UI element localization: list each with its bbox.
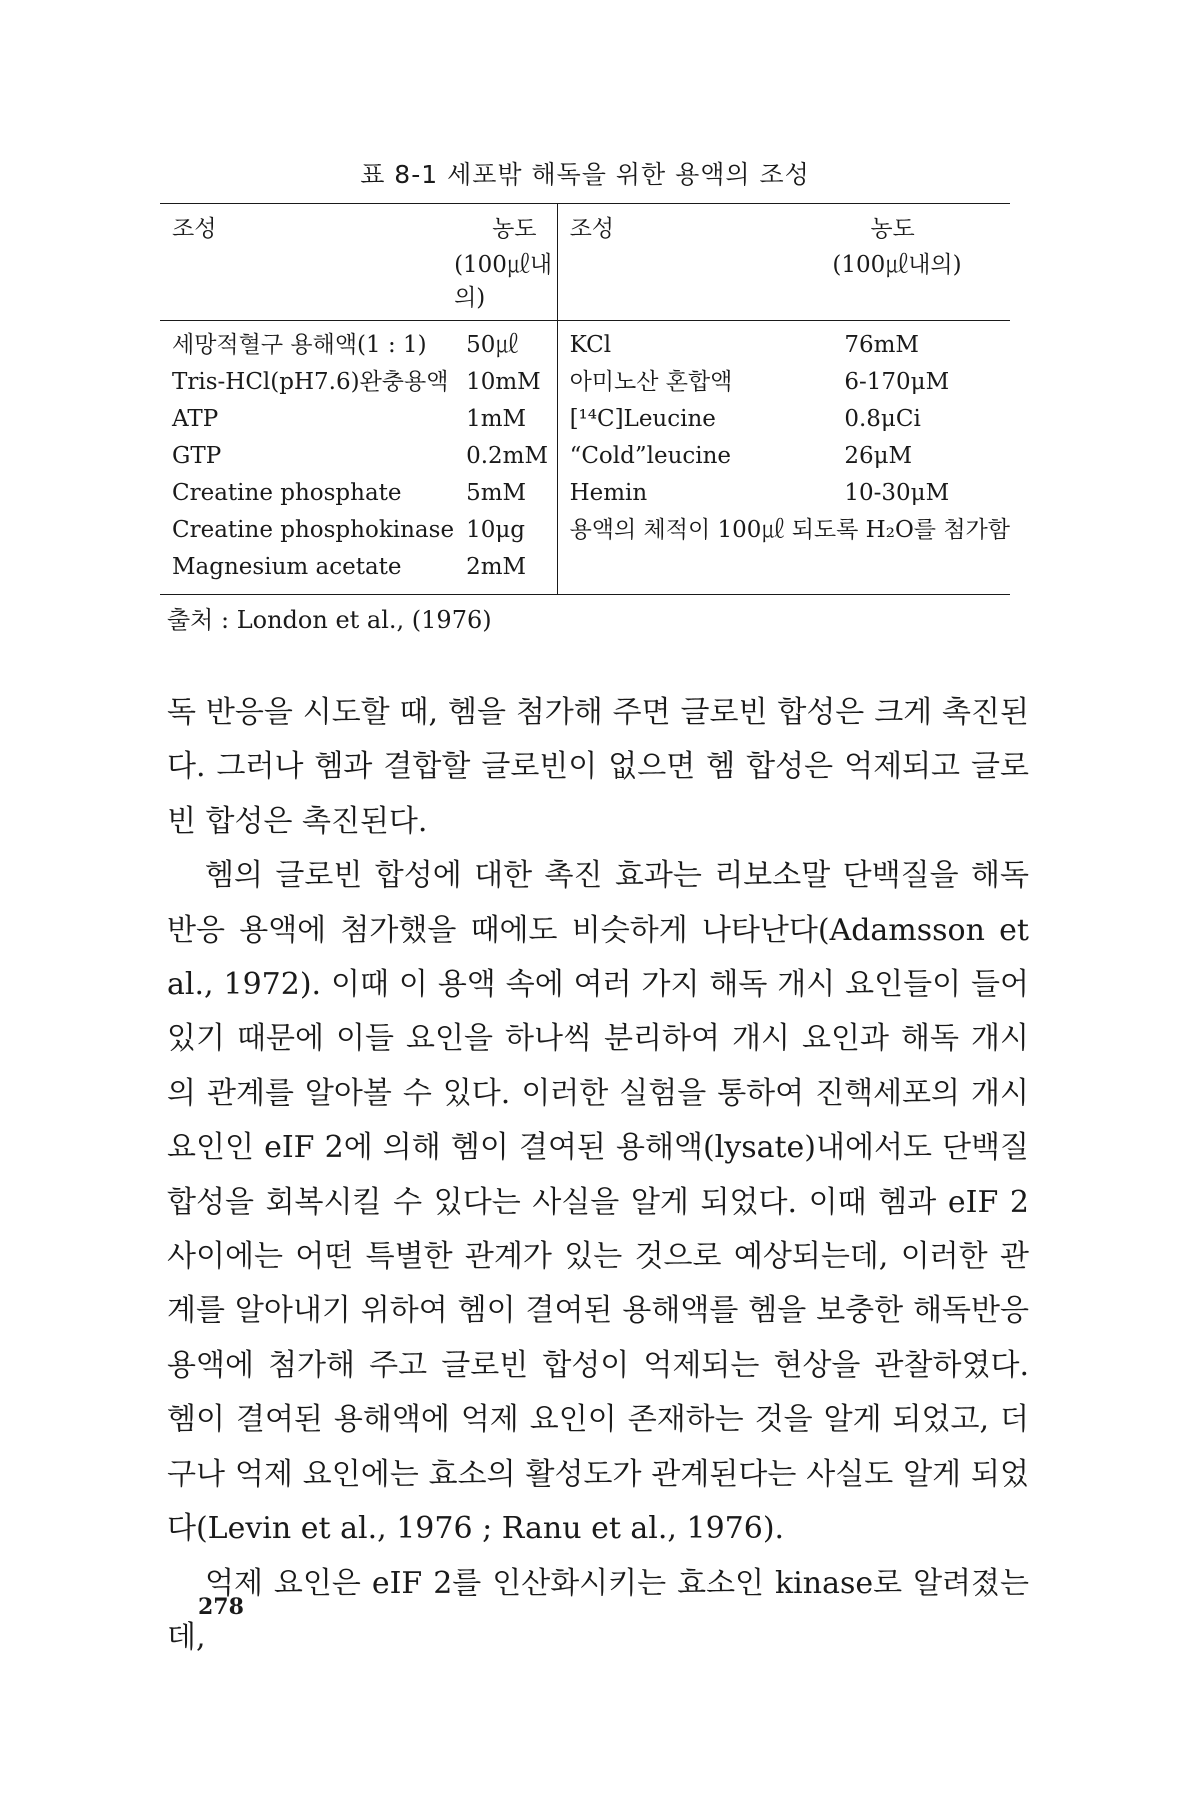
- table-cell: 0.8μCi: [844, 406, 921, 432]
- table-cell: 26μM: [844, 443, 913, 469]
- paragraph: 헴의 글로빈 합성에 대한 촉진 효과는 리보소말 단백질을 해독반응 용액에 첨가했을 때에도 비슷하게 나타난다(Adamsson et al., 1972). 이때 이 용액 속에 여러 가지 해독 개시 요인들이 들어 있기 때문에 이들 요인을 하나씩 분리하여 개시 요인과 해독 개시의 관계를 알아볼 수 있다. 이러한 실험을 통하여 진핵세포의 개시 요인인 eIF 2에 의해 헴이 결여된 용해액(lysate)내에서도 단백질 합성을 회복시킬 수 있다는 사실을 알게 되었다. 이때 헴과 eIF 2 사이에는 어떤 특별한 관계가 있는 것으로 예상되는데, 이러한 관계를 알아내기 위하여 헴이 결여된 용해액를 헴을 보충한 해독반응 용액에 첨가해 주고 글로빈 합성이 억제되는 현상을 관찰하였다. 헴이 결여된 용해액에 억제 요인이 존재하는 것을 알게 되었고, 더구나 억제 요인에는 효소의 활성도가 관계된다는 사실도 알게 되었다(Levin et al., 1976 ; Ranu et al., 1976).: [167, 858, 1029, 1547]
- header-composition-left: 조성: [172, 216, 217, 242]
- table-cell: 10-30μM: [844, 480, 950, 506]
- table-cell: 2mM: [454, 549, 557, 595]
- table-cell: 10mM: [454, 364, 557, 401]
- table-cell: 0.2mM: [454, 438, 557, 475]
- table-cell: [557, 549, 832, 595]
- body-text: [167, 686, 1029, 1665]
- table-cell: KCl: [569, 332, 612, 358]
- page-number: 278: [198, 1594, 244, 1620]
- table-cell: 1mM: [454, 401, 557, 438]
- composition-table: [160, 203, 1010, 595]
- table-row: [160, 438, 1010, 475]
- table-cell-note: 용액의 체적이 100㎕ 되도록 H₂O를 첨가함: [569, 517, 1010, 543]
- table-cell: 10μg: [454, 512, 557, 549]
- table-cell: Creatine phosphokinase: [172, 517, 455, 543]
- header-concentration-right: 농도 (100㎕내의): [832, 216, 962, 278]
- table-row: [160, 549, 1010, 595]
- table-source-note: 출처 : London et al., (1976): [167, 606, 492, 634]
- table-cell: Magnesium acetate: [172, 554, 402, 580]
- table-row: [160, 401, 1010, 438]
- composition-table-container: [160, 203, 1010, 595]
- table-cell: 세망적혈구 용해액(1 : 1): [172, 332, 427, 358]
- table-caption: 표 8-1 세포밖 해독을 위한 용액의 조성: [360, 160, 810, 189]
- table-cell: 50㎕: [454, 321, 557, 365]
- header-concentration-left: 농도 (100㎕내의): [454, 204, 557, 321]
- paragraph: 독 반응을 시도할 때, 헴을 첨가해 주면 글로빈 합성은 크게 촉진된다. 그러나 헴과 결합할 글로빈이 없으면 헴 합성은 억제되고 글로빈 합성은 촉진된다.: [167, 695, 1029, 839]
- table-cell: 아미노산 혼합액: [569, 369, 733, 395]
- table-cell: GTP: [172, 443, 222, 469]
- table-cell: 6-170μM: [844, 369, 950, 395]
- paragraph: 억제 요인은 eIF 2를 인산화시키는 효소인 kinase로 알려졌는데,: [167, 1565, 1029, 1655]
- table-cell: [832, 549, 1010, 595]
- table-row: [160, 475, 1010, 512]
- table-cell: ATP: [172, 406, 219, 432]
- table-header-row: [160, 204, 1010, 321]
- table-cell: 5mM: [454, 475, 557, 512]
- table-cell: Creatine phosphate: [172, 480, 402, 506]
- table-cell: [¹⁴C]Leucine: [569, 406, 716, 432]
- table-cell: Hemin: [569, 480, 648, 506]
- table-row: [160, 321, 1010, 365]
- table-cell: 76mM: [844, 332, 919, 358]
- header-composition-right: 조성: [569, 216, 614, 242]
- table-cell: Tris-HCl(pH7.6)완충용액: [172, 369, 449, 395]
- table-row: [160, 364, 1010, 401]
- table-cell: “Cold”leucine: [569, 443, 732, 469]
- table-row: [160, 512, 1010, 549]
